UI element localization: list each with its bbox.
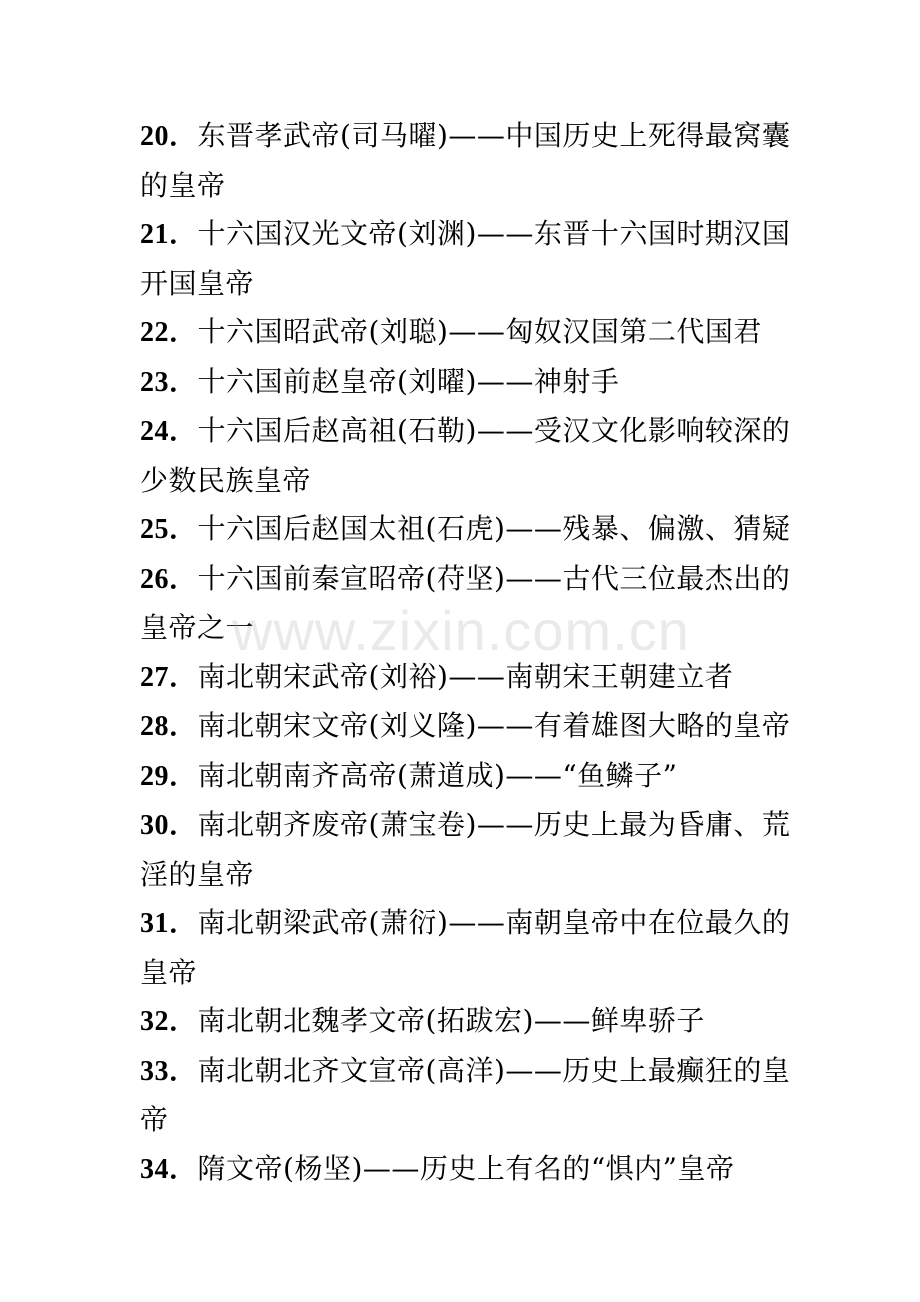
list-item: [140, 407, 800, 505]
entry-line: [140, 260, 800, 309]
entry-text: 东晋孝武帝(司马曜)——中国历史上死得最窝囊: [197, 119, 791, 152]
entry-line: [140, 702, 800, 752]
entry-number: 21．: [140, 219, 198, 250]
list-item: [140, 1047, 800, 1145]
entry-line: [140, 505, 800, 555]
entry-text: 少数民族皇帝: [140, 463, 312, 497]
entry-text: 南北朝北齐文宣帝(高洋)——历史上最癫狂的皇: [197, 1053, 791, 1087]
entry-line: [140, 112, 800, 162]
entry-list: [140, 112, 800, 1194]
entry-line: [140, 308, 800, 358]
entry-text: 开国皇帝: [140, 266, 255, 300]
entry-line: [140, 358, 800, 408]
entry-number: 25．: [140, 514, 198, 545]
entry-line: [140, 604, 800, 653]
entry-number: 31．: [140, 908, 198, 939]
entry-line: [140, 1096, 800, 1145]
watermark: www.zixin.com.cn: [232, 599, 690, 662]
document-body: [140, 112, 800, 1194]
entry-number: 20．: [140, 121, 198, 152]
list-item: [140, 899, 800, 997]
entry-line: [140, 555, 800, 605]
entry-text: 十六国前秦宣昭帝(苻坚)——古代三位最杰出的: [197, 561, 791, 595]
entry-text: 南北朝宋武帝(刘裕)——南朝宋王朝建立者: [197, 659, 734, 693]
entry-line: [140, 457, 800, 506]
entry-number: 26．: [140, 563, 198, 595]
entry-line: [140, 1145, 800, 1195]
entry-number: 30．: [140, 810, 198, 841]
entry-number: 32．: [140, 1006, 198, 1037]
list-item: [140, 308, 800, 358]
list-item: [140, 112, 800, 210]
list-item: [140, 801, 800, 899]
list-item: [140, 505, 800, 555]
entry-line: [140, 997, 800, 1047]
entry-text: 十六国后赵高祖(石勒)——受汉文化影响较深的: [197, 414, 791, 447]
entry-number: 33．: [140, 1055, 198, 1087]
list-item: [140, 1145, 800, 1195]
entry-line: [140, 851, 800, 900]
entry-text: 十六国前赵皇帝(刘曜)——神射手: [197, 364, 620, 398]
entry-number: 29．: [140, 760, 198, 792]
entry-number: 27．: [140, 661, 198, 693]
list-item: [140, 653, 800, 703]
entry-text: 南北朝北魏孝文帝(拓跋宏)——鲜卑骄子: [197, 1004, 705, 1037]
entry-line: [140, 162, 800, 211]
entry-text: 十六国昭武帝(刘聪)——匈奴汉国第二代国君: [197, 315, 762, 348]
entry-line: [140, 210, 800, 260]
entry-text: 帝: [140, 1103, 169, 1136]
entry-number: 24．: [140, 416, 198, 447]
list-item: [140, 752, 800, 802]
list-item: [140, 555, 800, 653]
entry-number: 23．: [140, 366, 198, 398]
entry-text: 淫的皇帝: [140, 857, 255, 891]
entry-line: [140, 407, 800, 457]
entry-line: [140, 899, 800, 949]
entry-text: 南北朝齐废帝(萧宝卷)——历史上最为昏庸、荒: [197, 808, 791, 841]
entry-text: 十六国后赵国太祖(石虎)——残暴、偏激、猜疑: [197, 512, 791, 545]
entry-line: [140, 801, 800, 851]
entry-line: [140, 1047, 800, 1097]
entry-text: 南北朝梁武帝(萧衍)——南朝皇帝中在位最久的: [197, 906, 791, 939]
entry-line: [140, 752, 800, 802]
entry-text: 皇帝之一: [140, 611, 255, 644]
entry-text: 十六国汉光文帝(刘渊)——东晋十六国时期汉国: [197, 217, 791, 250]
entry-text: 隋文帝(杨坚)——历史上有名的“惧内”皇帝: [197, 1151, 735, 1185]
entry-number: 22．: [140, 317, 198, 348]
list-item: [140, 210, 800, 308]
entry-text: 南北朝南齐高帝(萧道成)——“鱼鳞子”: [197, 758, 678, 792]
entry-line: [140, 653, 800, 703]
entry-number: 28．: [140, 711, 198, 742]
entry-line: [140, 949, 800, 998]
list-item: [140, 702, 800, 752]
entry-text: 南北朝宋文帝(刘义隆)——有着雄图大略的皇帝: [197, 709, 791, 742]
entry-text: 皇帝: [140, 955, 198, 989]
entry-text: 的皇帝: [140, 168, 226, 202]
entry-number: 34．: [140, 1153, 198, 1185]
list-item: [140, 358, 800, 408]
list-item: [140, 997, 800, 1047]
